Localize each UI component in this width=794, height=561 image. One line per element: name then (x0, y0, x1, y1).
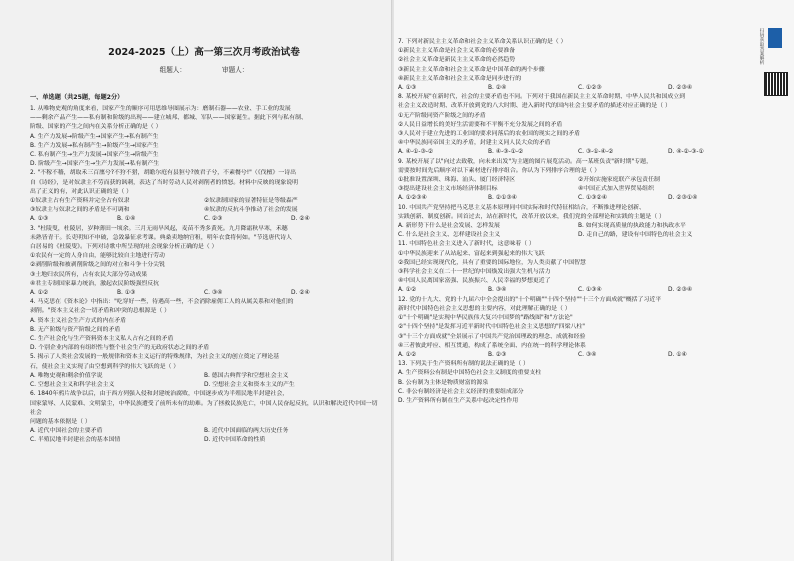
answer-choices (398, 84, 758, 93)
question-stem: 未熟皆青干。长吏明知不申破，急敛暴征求考课。典桑卖地纳官租，明年衣食将何如。"节选唐代诗人 (30, 234, 292, 241)
question-stem: 新时代中国特色社会主义思想的主要内容，对此理解正确的是（ ） (398, 305, 571, 312)
option-list (398, 250, 758, 287)
option-item: ③土地归农民所有，占有农民大部分劳动成果 (30, 271, 148, 278)
option-list (398, 314, 758, 351)
answer-choice: D. ①④ (668, 351, 687, 358)
option-item: B. 如何实现高质量的执政能力和执政水平 (578, 223, 686, 230)
question-item (30, 105, 378, 169)
option-item: ①批准设置深圳、珠海、汕头、厦门经济特区 (398, 177, 516, 184)
option-item: C. 生产社会化与生产资料资本主义私人占有之间的矛盾 (30, 336, 174, 343)
option-list (398, 176, 758, 194)
option-item: D. 近代中国革命的性质 (204, 437, 266, 444)
option-item: ①新民主主义革命是社会主义革命的必要准备 (398, 48, 516, 55)
answer-choice: A. ①② (30, 290, 49, 297)
option-item: D. 阶级产生→国家产生→生产力发展→私有制产生 (30, 161, 160, 168)
answer-choices (398, 351, 758, 360)
option-item: ②开始实施家庭联产承包责任制 (578, 177, 660, 184)
option-item: A. 新形势下什么是社会发展、怎样发展 (398, 223, 500, 230)
answer-choice: D. ②④ (291, 290, 310, 297)
question-stem: 9. 某校开展了以"向过去致敬，向未来出发"为主题的图片展览活动。高一某班负责"新时期"专题， (398, 158, 652, 165)
option-item: ②我国已经实现现代化，具有了重要的国际地位，为人类贡献了中国智慧 (398, 259, 586, 266)
option-item: ④三者彼此呼应、相互贯通，构成了系统全面、内在统一的科学理论体系 (398, 342, 586, 349)
option-item: ③"十三个方面成就"全景展示了中国共产党治国理政的理念、成就和经验 (398, 333, 586, 340)
option-item: ①农民有一定的人身自由，能够比较自主地进行劳动 (30, 253, 165, 260)
answer-choice: B. ①③ (117, 290, 136, 297)
answer-choice: D. ②③①④ (668, 195, 698, 202)
option-item: ③人民对于建立先进的工业国的要求同落后的农业国的现实之间的矛盾 (398, 131, 580, 138)
option-list (30, 133, 378, 170)
option-item: A. 唯物史观和剩余价值学说 (30, 372, 103, 379)
answer-choice: A. ①② (398, 351, 417, 358)
option-item: D. 生产资料所有制在生产关系中起决定性作用 (398, 397, 519, 404)
option-item: C. 私有制产生→生产力发展→国家产生→阶级产生 (30, 152, 159, 159)
answer-choice: C. ①②③ (578, 85, 602, 92)
question-stem: 国家蒙辱、人民蒙难、文明蒙尘，中华民族遭受了前所未有的劫难。为了拯救民族危亡，中国人民奋起反抗，认识和解决近代中国一切社会 (30, 400, 378, 416)
answer-choice: B. ④-③-①-② (488, 149, 524, 156)
answer-choice: B. ③④ (488, 287, 507, 294)
option-item: ④新民主主义革命和社会主义革命是同步进行的 (398, 75, 522, 82)
option-item: D. 走自己的路，建设有中国特色的社会主义 (578, 232, 693, 239)
option-item: A. 资本主义社会生产方式的内在矛盾 (30, 317, 127, 324)
answer-choice: D. ②③④ (668, 85, 693, 92)
answer-choice: C. ③④ (204, 290, 223, 297)
answer-choices (30, 215, 378, 224)
question-stem: 13. 下列关于生产资料所有制的说法正确的是（ ） (398, 361, 529, 368)
right-page (394, 0, 794, 561)
question-item (398, 360, 758, 406)
option-list (398, 369, 758, 406)
option-item: ①奴隶主占有生产资料并完全占有奴隶 (30, 198, 130, 205)
brand-logo-icon (768, 28, 782, 48)
answer-choice: A. ④-①-③-② (398, 149, 434, 156)
question-item (30, 225, 378, 299)
answer-choice: C. ①③④ (578, 287, 602, 294)
question-stem: ——剩余产品产生——私有制和阶级的出现——建立城邦、都城、军队——国家诞生。据此下列与私有制、 (30, 115, 307, 122)
option-list (30, 252, 378, 289)
answer-choices (398, 148, 758, 157)
question-stem: 3. "杜陵叟，杜陵居，岁种薄田一顷余。三月无雨旱风起，麦苗不秀多黄死。九月降霜秋早寒，禾穗 (30, 225, 288, 232)
option-item: ②奴隶制国家的显著特征是等级森严 (204, 198, 298, 205)
compiler-field: 组题人： (159, 66, 186, 74)
question-stem: 白居易的《杜陵叟》。下列对诗歌中所呈现的社会现象分析正确的是（ ） (30, 244, 218, 251)
option-item: ④君主专制国家暴力统治，激起农民阶级强烈反抗 (30, 280, 159, 287)
left-page (0, 0, 392, 561)
question-stem: 2. "不稼不穑，胡取禾三百廛兮?不狩不猎，胡瞻尔庭有县貆兮?彼君子兮，不素餐兮!"（《伐檀》一诗出 (30, 170, 296, 177)
question-stem: 问题的基本依据是（ ） (30, 418, 91, 425)
question-item (30, 353, 378, 390)
option-item: ③奴隶主与奴隶之间的矛盾是不可调和 (30, 207, 130, 214)
option-item: C. 空想社会主义和科学社会主义 (30, 382, 115, 389)
option-item: ①无产阶级同资产阶级之间的矛盾 (398, 112, 486, 119)
question-stem: 5. 揭示了人类社会发展的一般规律和资本主义运行的特殊规律，为社会主义的创立奠定了理论基 (30, 354, 280, 361)
question-stem: 8. 某校开展"在新时代，社会的主要矛盾也不同。下列对于我国在新民主主义革命时期、中华人民共和国成立到 (398, 94, 686, 101)
option-item: ①"十个明确"是实现中华民族伟大复兴中国梦的"路线图"和"方法论" (398, 315, 573, 322)
answer-choice: A. ①③ (30, 216, 49, 223)
option-item: D. 空想社会主义和资本主义的产生 (204, 382, 295, 389)
option-item: B. 生产力发展→私有制产生→阶级产生→国家产生 (30, 142, 159, 149)
answer-choice: D. ②③④ (668, 287, 693, 294)
answer-choice: D. ②④ (291, 216, 310, 223)
answer-choice: B. ②①③④ (488, 195, 517, 202)
question-stem: 需要按时间先后顺序对以下素材进行排序组合。你认为下列排序合理的是（ ） (398, 167, 601, 174)
option-item: B. 无产阶级与资产阶级之间的矛盾 (30, 326, 121, 333)
option-item: ④中国正式加入世界贸易组织 (578, 186, 654, 193)
option-list (30, 372, 378, 390)
option-item: A. 生产力发展→阶级产生→国家产生→私有制产生 (30, 133, 159, 140)
question-stem: 出了正义的有，对此认识正确的是（ ） (30, 188, 133, 195)
option-item: ②剥削阶级和被剥削阶级之间的对立和斗争十分尖锐 (30, 262, 165, 269)
exam-title: 2024-2025（上）高一第三次月考政治试卷 (108, 47, 300, 58)
answer-choice: A. ①③ (398, 85, 417, 92)
option-item: B. 德国古典哲学和空想社会主义 (204, 372, 289, 379)
answer-choice: C. ③-①-④-② (578, 149, 614, 156)
question-stem: 6. 1840年鸦片战争以后，由于西方列强入侵和封建统治腐败，中国逐步成为半殖民地半封建社会， (30, 391, 289, 398)
option-list (30, 197, 378, 215)
answer-choices (398, 194, 758, 203)
option-item: ③提出建设社会主义市场经济体制目标 (398, 186, 498, 193)
option-item: A. 生产资料公有制是中国特色社会主义制度的重要支柱 (398, 370, 542, 377)
question-item (30, 390, 378, 445)
question-stem: 实践创新、制度创新。回首过去，站在新时代，改革开放以来，我们党的全部理论和实践的主题是（ ） (398, 213, 665, 220)
option-item: ④奴隶的反抗斗争推动了社会的发展 (204, 207, 298, 214)
answer-choice: B. ①④ (117, 216, 136, 223)
section-heading: 一、单选题（共25题，每题2分） (30, 94, 124, 101)
question-stem: 7. 下列对新民主主义革命和社会主义革命关系认识正确的是（ ） (398, 39, 567, 45)
answer-choice: C. ③④ (578, 351, 597, 358)
answer-choices (398, 286, 758, 295)
question-item (398, 38, 758, 93)
question-stem: 12. 党的十九大、党的十九届六中全会提出的"十个明确""十四个坚持""十三个方面成就"概括了习近平 (398, 296, 662, 303)
option-item: ②人民日益增长的美好生活需要和不平衡不充分发展之间的矛盾 (398, 121, 563, 128)
option-item: C. 什么是社会主义、怎样建设社会主义 (398, 232, 501, 239)
answer-choice: D. ④-②-③-① (668, 149, 704, 156)
question-stem: 4. 马克思在《资本论》中指出："吃穿好一些，待遇高一些，不会消除雇佣工人的从属关系和对他们的 (30, 299, 294, 306)
option-item: C. 半殖民地半封建社会的基本国情 (30, 437, 121, 444)
option-item: ③新民主主义革命和社会主义革命是中国革命的两个步骤 (398, 66, 545, 73)
option-item: ②"十四个坚持"是发挥习近平新时代中国特色社会主义思想的"四梁八柱" (398, 324, 585, 331)
option-item: C. 非公有制经济是社会主义经济的重要组成部分 (398, 388, 524, 395)
option-item: ④中国人民离国家富强、民族振兴、人民幸福的梦想更近了 (398, 278, 551, 285)
question-stem: 1. 从唯物史观的角度来看，国家产生的顺序可用思维导图展示为：磨制石器——农业、手工业的发展 (30, 106, 291, 112)
question-stem: 11. 中国特色社会主义进入了新时代，这意味着（ ） (398, 241, 535, 248)
option-item: B. 公有制为主体是物质财富的源泉 (398, 379, 489, 386)
answer-choice: B. ②③ (488, 351, 507, 358)
option-item: ②社会主义革命是新民主主义革命的必然趋势 (398, 57, 516, 64)
question-stem: 阶级、国家的产生之间内在关系分析正确的是（ ） (30, 124, 162, 131)
option-list (398, 47, 758, 84)
question-stem: 社会主义改造时期、改革开放到党的八大时期、进入新时代的国内社会主要矛盾的描述对应正确的是（ ） (398, 103, 671, 110)
option-item: ③科学社会主义在二十一世纪的中国焕发出强大生机与活力 (398, 269, 551, 276)
qr-code-icon (764, 72, 788, 96)
question-item (398, 158, 758, 204)
question-item (398, 240, 758, 295)
qr-code[interactable] (764, 28, 786, 78)
question-stem: 10. 中国共产党坚持把马克思主义基本原理同中国实际和时代特征相结合，不断推进理论创新、 (398, 204, 645, 211)
option-item: A. 近代中国社会的主要矛盾 (30, 428, 103, 435)
author-fields (30, 64, 378, 74)
option-item: ④中华民族同帝国主义的矛盾，封建主义同人民大众的矛盾 (398, 140, 551, 147)
answer-choice: B. ②④ (488, 85, 507, 92)
answer-choice: C. ①③②④ (578, 195, 607, 202)
answer-choices (30, 289, 378, 298)
option-list (30, 427, 378, 445)
question-item (30, 298, 378, 353)
question-item (398, 204, 758, 241)
question-item (398, 296, 758, 360)
answer-choice: C. ②③ (204, 216, 223, 223)
question-stem: 剥削。"资本主义社会一切矛盾和冲突的总根源是（ ） (30, 308, 171, 315)
qr-label: 扫码获取答案解析 (759, 28, 764, 65)
option-list (30, 317, 378, 354)
option-list (398, 112, 758, 149)
answer-choice: A. ①② (398, 287, 417, 294)
option-item: ①中华民族迎来了从站起来、富起来到强起来的伟大飞跃 (398, 250, 545, 257)
question-item (30, 169, 378, 224)
question-item (398, 93, 758, 157)
option-item: B. 近代中国面临的两大历史任务 (204, 428, 289, 435)
option-list (398, 222, 758, 240)
left-question-list (30, 105, 378, 446)
reviewer-field: 审题人： (222, 66, 249, 74)
right-question-list (398, 38, 758, 406)
option-item: D. 个别企业内部的有组织性与整个社会生产的无政府状态之间的矛盾 (30, 345, 210, 352)
answer-choice: A. ①②③④ (398, 195, 427, 202)
question-stem: 石，使社会主义实现了由空想到科学的伟大飞跃的是（ ） (30, 363, 180, 370)
question-stem: 自《诗经》，是对奴隶主不劳而获的讽刺，表达了当时劳动人民对剥削者的愤怒。材料中反映的现象说明 (30, 179, 299, 186)
